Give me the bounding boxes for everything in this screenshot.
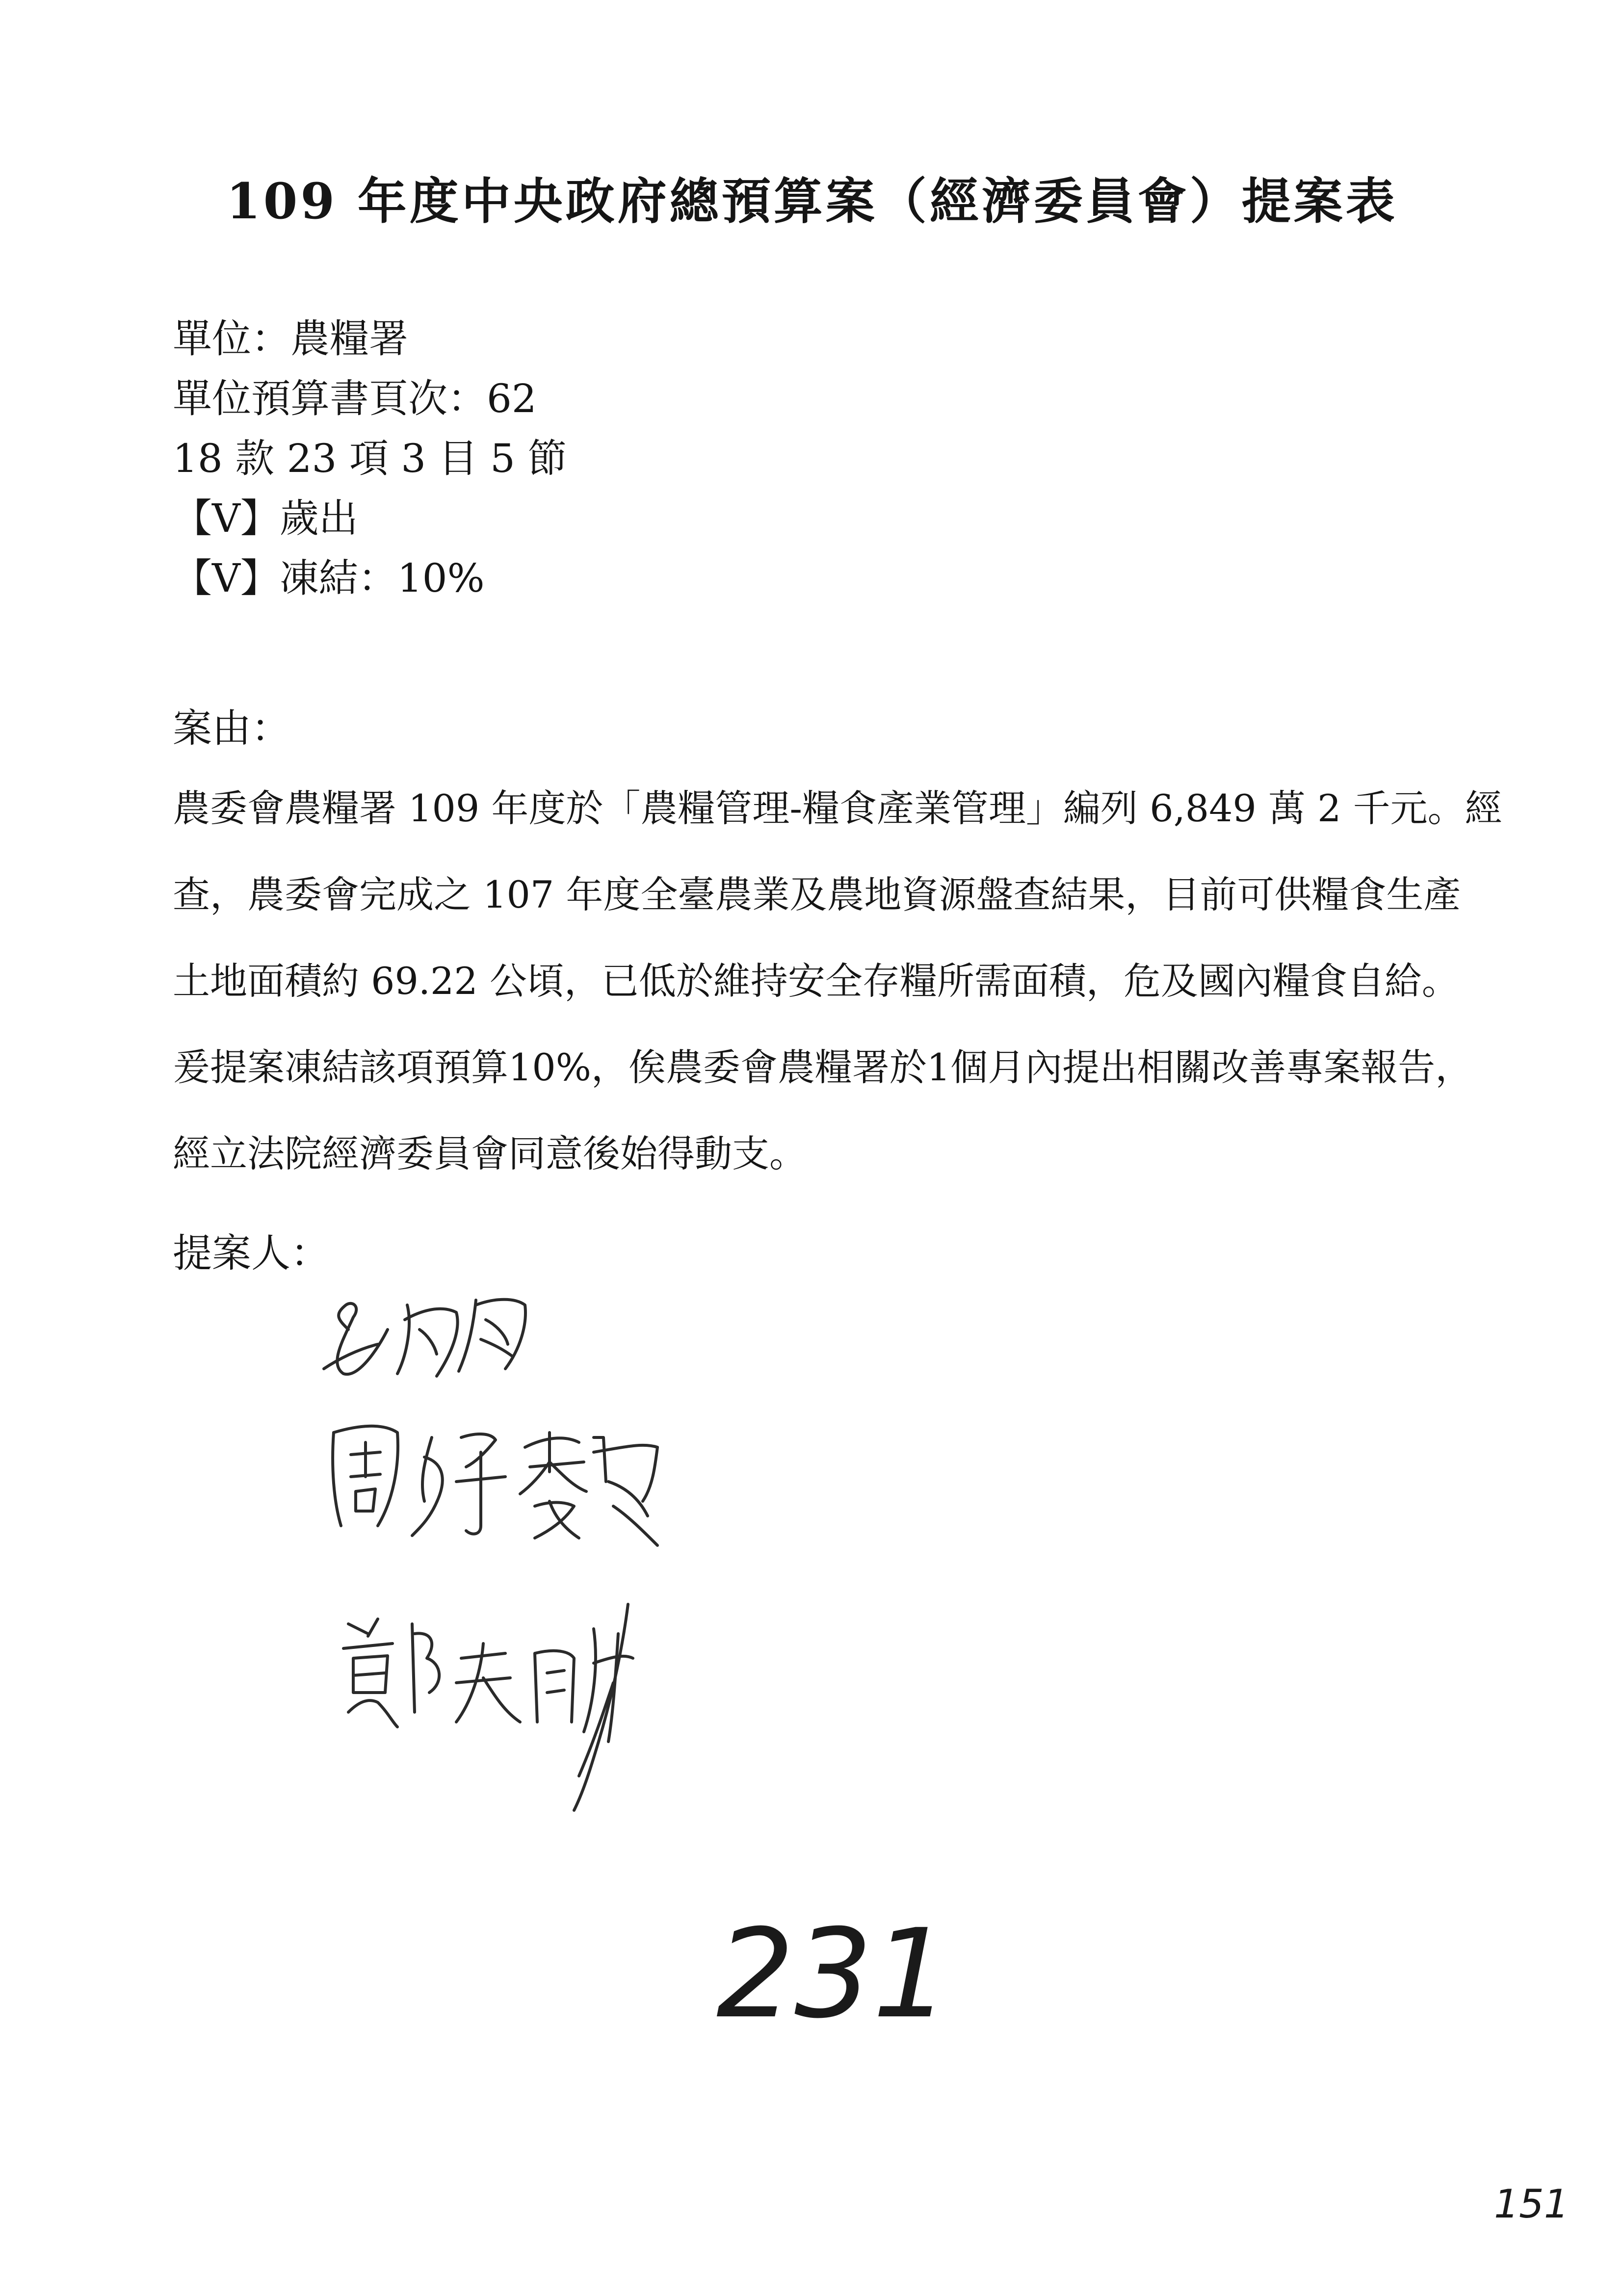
reason-body (173, 765, 1507, 1197)
reason-line: 土地面積約 69.22 公頃，已低於維持安全存糧所需面積，危及國內糧食自給。 (173, 959, 1459, 1003)
document-title: 109 年度中央政府總預算案（經濟委員會）提案表 (226, 172, 1398, 230)
proposer-label: 提案人： (173, 1230, 330, 1276)
page-number-text: 151 (1494, 2181, 1569, 2227)
reason-line: 農委會農糧署 109 年度於「農糧管理-糧食產業管理」編列 6,849 萬 2 千元。經 (173, 786, 1502, 830)
page-number (1492, 2178, 1570, 2227)
reason-line: 爰提案凍結該項預算10%，俟農委會農糧署於1個月內提出相關改善專案報告， (173, 1045, 1473, 1089)
budget-page-line: 單位預算書頁次：62 (173, 376, 537, 421)
handwritten-number (711, 1899, 967, 2036)
reason-line: 查，農委會完成之 107 年度全臺農業及農地資源盤查結果，目前可供糧食生產 (173, 873, 1461, 916)
expenditure-check-line: 【V】歲出 (173, 496, 358, 541)
reason-label: 案由： (173, 705, 290, 751)
reason-line: 經立法院經濟委員會同意後始得動支。 (173, 1132, 807, 1175)
handwritten-signatures (319, 1271, 760, 1820)
classification-line: 18 款 23 項 3 目 5 節 (173, 436, 567, 481)
unit-line: 單位：農糧署 (173, 316, 408, 362)
freeze-check-line: 【V】凍結：10% (173, 555, 485, 601)
handwritten-number-text: 231 (716, 1903, 951, 2036)
meta-block (173, 309, 567, 608)
